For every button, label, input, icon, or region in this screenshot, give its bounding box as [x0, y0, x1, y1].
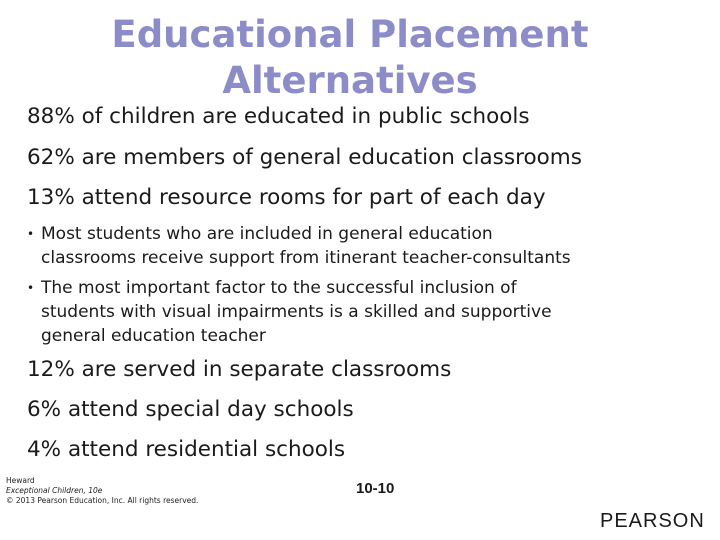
point-general-classrooms: 62% are members of general education classrooms	[27, 145, 582, 170]
subpoint-line: Most students who are included in general education	[41, 224, 493, 244]
point-residential-schools: 4% attend residential schools	[27, 437, 346, 462]
subpoint-line: students with visual impairments is a skilled and supportive	[41, 302, 552, 322]
point-resource-rooms: 13% attend resource rooms for part of each day	[27, 185, 546, 210]
subpoint-teacher	[27, 276, 707, 348]
subpoint-line: classrooms receive support from itinerant teacher-consultants	[41, 248, 571, 268]
bullet-icon: •	[27, 281, 35, 295]
slide-title	[0, 12, 700, 104]
footer-copyright: © 2013 Pearson Education, Inc. All rights reserved.	[6, 496, 199, 505]
subpoint-line: general education teacher	[41, 326, 266, 346]
footer-credits	[6, 476, 198, 506]
bullet-icon: •	[27, 227, 35, 241]
point-special-day-schools: 6% attend special day schools	[27, 397, 354, 422]
title-line-1: Educational Placement	[111, 13, 589, 56]
subpoint-itinerant	[27, 222, 707, 270]
footer-book: Exceptional Children, 10e	[6, 486, 103, 495]
page-number: 10-10	[356, 480, 395, 497]
subpoint-line: The most important factor to the successful inclusion of	[41, 278, 517, 298]
pearson-logo: PEARSON	[600, 510, 705, 532]
title-line-2: Alternatives	[222, 59, 478, 102]
footer-author: Heward	[6, 476, 35, 485]
point-public-schools: 88% of children are educated in public schools	[27, 104, 530, 129]
point-separate-classrooms: 12% are served in separate classrooms	[27, 357, 452, 382]
